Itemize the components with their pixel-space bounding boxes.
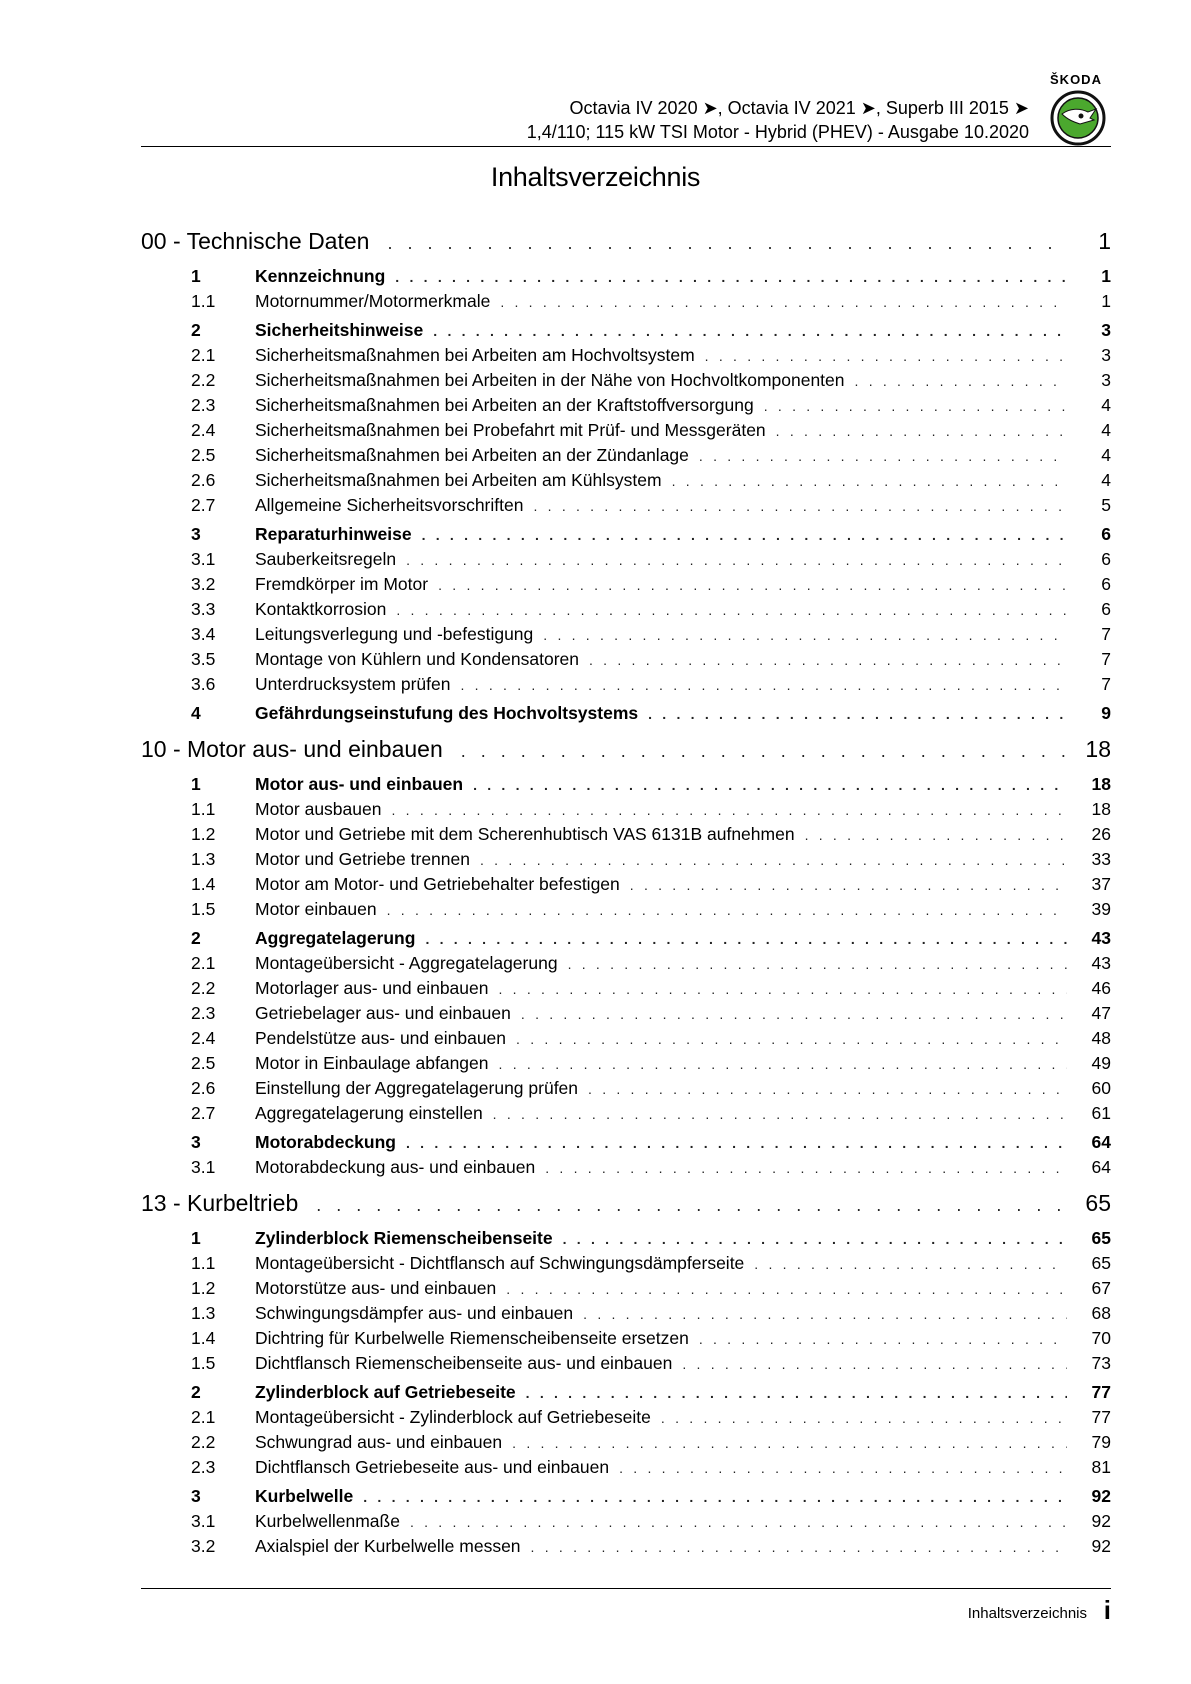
toc-entry-title: Kurbelwelle	[255, 1486, 354, 1506]
toc-section-row[interactable]	[141, 266, 1111, 291]
toc-entry-title: Motor aus- und einbauen	[255, 774, 464, 794]
toc-page-number: 5	[1101, 495, 1111, 515]
toc-page-number: 3	[1101, 345, 1111, 365]
dot-leader	[705, 348, 1067, 364]
toc-entry-title: Allgemeine Sicherheitsvorschriften	[255, 495, 524, 515]
toc-page-number: 68	[1091, 1303, 1111, 1323]
toc-page-number: 37	[1091, 874, 1111, 894]
dot-leader	[406, 552, 1067, 568]
toc-entry-title: Motor einbauen	[255, 899, 377, 919]
toc-page-number: 70	[1091, 1328, 1111, 1348]
toc-page-number: 77	[1091, 1382, 1111, 1402]
toc-entry-number: 2.1	[191, 345, 216, 365]
toc-entry-number: 1.4	[191, 1328, 216, 1348]
dot-leader	[438, 577, 1067, 593]
toc-entry-title: Dichtflansch Getriebeseite aus- und einbauen	[255, 1457, 610, 1477]
toc-entry-title: Montageübersicht - Zylinderblock auf Getriebeseite	[255, 1407, 651, 1427]
toc-entry-number: 3.1	[191, 1157, 216, 1177]
header-models: Octavia IV 2020 ➤, Octavia IV 2021 ➤, Superb III 2015 ➤	[569, 98, 1029, 118]
document-title: Inhaltsverzeichnis	[490, 162, 701, 192]
dot-leader	[395, 269, 1067, 285]
toc-sub-row[interactable]	[141, 874, 1111, 899]
toc-entry-number: 2.2	[191, 1432, 216, 1452]
skoda-logo-icon	[1050, 90, 1106, 146]
toc-page-number: 39	[1091, 899, 1111, 919]
toc-sub-row[interactable]	[141, 445, 1111, 470]
toc-sub-row[interactable]	[141, 899, 1111, 924]
footer-label: Inhaltsverzeichnis	[967, 1605, 1087, 1622]
toc-sub-row[interactable]	[141, 1103, 1111, 1128]
toc-entry-number: 1.2	[191, 824, 216, 844]
toc-sub-row[interactable]	[141, 624, 1111, 649]
toc-page-number: 47	[1091, 1003, 1111, 1023]
toc-page-number: 43	[1091, 953, 1111, 973]
toc-entry-title: Getriebelager aus- und einbauen	[255, 1003, 511, 1023]
toc-sub-row[interactable]	[141, 1407, 1111, 1432]
toc-entry-number: 3.1	[191, 549, 216, 569]
toc-page-number: 18	[1085, 736, 1111, 762]
dot-leader	[461, 677, 1068, 693]
dot-leader	[422, 527, 1067, 543]
toc-entry-title: Schwingungsdämpfer aus- und einbauen	[255, 1303, 574, 1323]
toc-entry-number: 1.1	[191, 291, 216, 311]
toc-page-number: 7	[1101, 624, 1111, 644]
brand-wordmark: ŠKODA	[1050, 72, 1102, 87]
dot-leader	[568, 956, 1067, 972]
toc-entry-title: Motor und Getriebe mit dem Scherenhubtisch VAS 6131B aufnehmen	[255, 824, 795, 844]
toc-page-number: 46	[1091, 978, 1111, 998]
dot-leader	[588, 1081, 1067, 1097]
dot-leader	[473, 777, 1067, 793]
footer-page-number: i	[1103, 1595, 1111, 1625]
toc-entry-number: 2.3	[191, 395, 216, 415]
toc-entry-title: Montageübersicht - Dichtflansch auf Schwingungsdämpferseite	[255, 1253, 745, 1273]
toc-entry-title: Motorlager aus- und einbauen	[255, 978, 489, 998]
toc-entry-title: Motor in Einbaulage abfangen	[255, 1053, 489, 1073]
toc-entry-number: 2.2	[191, 978, 216, 998]
toc-page-number: 49	[1091, 1053, 1111, 1073]
toc-entry-number: 3	[191, 1132, 201, 1152]
toc-sub-row[interactable]	[141, 370, 1111, 395]
toc-entry-title: Montageübersicht - Aggregatelagerung	[255, 953, 558, 973]
toc-page-number: 92	[1091, 1536, 1111, 1556]
toc-entry-title: Motornummer/Motormerkmale	[255, 291, 491, 311]
toc-sub-row[interactable]	[141, 1278, 1111, 1303]
toc-section-row[interactable]	[141, 524, 1111, 549]
toc-page-number: 9	[1101, 703, 1111, 723]
dot-leader	[499, 981, 1068, 997]
toc-sub-row[interactable]	[141, 1028, 1111, 1053]
toc-entry-number: 3.1	[191, 1511, 216, 1531]
toc-page-number: 4	[1101, 445, 1111, 465]
toc-sub-row[interactable]	[141, 470, 1111, 495]
toc-chapter-row[interactable]	[141, 736, 1111, 770]
toc-sub-row[interactable]	[141, 599, 1111, 624]
toc-entry-number: 1.5	[191, 899, 216, 919]
toc-entry-title: Zylinderblock auf Getriebeseite	[255, 1382, 516, 1402]
toc-sub-row[interactable]	[141, 824, 1111, 849]
toc-entry-title: Zylinderblock Riemenscheibenseite	[255, 1228, 553, 1248]
toc-entry-number: 3.2	[191, 1536, 216, 1556]
dot-leader	[699, 448, 1067, 464]
dot-leader	[387, 233, 1067, 254]
toc-page-number: 65	[1085, 1190, 1111, 1216]
toc-page-number: 1	[1101, 291, 1111, 311]
toc-sub-row[interactable]	[141, 574, 1111, 599]
toc-entry-number: 3.2	[191, 574, 216, 594]
toc-sub-row[interactable]	[141, 1328, 1111, 1353]
toc-entry-title: Kurbelwellenmaße	[255, 1511, 400, 1531]
toc-entry-number: 4	[191, 703, 201, 723]
toc-entry-number: 1	[191, 774, 201, 794]
toc-page-number: 6	[1101, 574, 1111, 594]
toc-entry-title: Motorabdeckung aus- und einbauen	[255, 1157, 536, 1177]
toc-page-number: 26	[1091, 824, 1111, 844]
toc-page-number: 3	[1101, 320, 1111, 340]
toc-entry-title: Sicherheitsmaßnahmen bei Probefahrt mit Prüf- und Messgeräten	[255, 420, 766, 440]
toc-sub-row[interactable]	[141, 1157, 1111, 1182]
dot-leader	[563, 1231, 1067, 1247]
dot-leader	[699, 1331, 1067, 1347]
toc-entry-number: 2.1	[191, 953, 216, 973]
dot-leader	[521, 1006, 1067, 1022]
toc-page-number: 79	[1091, 1432, 1111, 1452]
toc-entry-number: 2	[191, 928, 201, 948]
toc-entry-number: 3.4	[191, 624, 216, 644]
toc-page-number: 64	[1091, 1132, 1111, 1152]
toc-entry-number: 2.6	[191, 1078, 216, 1098]
toc-sub-row[interactable]	[141, 1536, 1111, 1561]
toc-entry-title: Aggregatelagerung einstellen	[255, 1103, 483, 1123]
toc-sub-row[interactable]	[141, 420, 1111, 445]
toc-page-number: 65	[1091, 1253, 1111, 1273]
toc-chapter-row[interactable]	[141, 1190, 1111, 1224]
toc-page-number: 1	[1098, 228, 1111, 254]
header-engine-edition: 1,4/110; 115 kW TSI Motor - Hybrid (PHEV) - Ausgabe 10.2020	[526, 122, 1029, 142]
toc-entry-number: 1	[191, 1228, 201, 1248]
toc-entry-title: Motorstütze aus- und einbauen	[255, 1278, 497, 1298]
toc-sub-row[interactable]	[141, 1353, 1111, 1378]
toc-entry-number: 1.4	[191, 874, 216, 894]
toc-sub-row[interactable]	[141, 395, 1111, 420]
toc-entry-number: 1.2	[191, 1278, 216, 1298]
dot-leader	[516, 1031, 1067, 1047]
toc-sub-row[interactable]	[141, 1078, 1111, 1103]
toc-entry-title: Unterdrucksystem prüfen	[255, 674, 451, 694]
toc-entry-number: 1	[191, 266, 201, 286]
toc-sub-row[interactable]	[141, 291, 1111, 316]
toc-sub-row[interactable]	[141, 649, 1111, 674]
dot-leader	[425, 931, 1067, 947]
toc-entry-number: 3	[191, 1486, 201, 1506]
toc-entry-number: 2.5	[191, 1053, 216, 1073]
dot-leader	[533, 498, 1067, 514]
dot-leader	[506, 1281, 1067, 1297]
dot-leader	[682, 1356, 1067, 1372]
dot-leader	[480, 852, 1067, 868]
toc-entry-number: 2.7	[191, 495, 216, 515]
page-header	[141, 72, 1111, 147]
dot-leader	[363, 1489, 1067, 1505]
toc-page-number: 18	[1091, 799, 1111, 819]
toc-entry-title: Sicherheitsmaßnahmen bei Arbeiten in der Nähe von Hochvoltkomponenten	[255, 370, 845, 390]
toc-page-number: 6	[1101, 524, 1111, 544]
toc-entry-title: Sicherheitsmaßnahmen bei Arbeiten am Hochvoltsystem	[255, 345, 695, 365]
dot-leader	[661, 1410, 1067, 1426]
toc-entry-number: 2	[191, 320, 201, 340]
toc-section-row[interactable]	[141, 320, 1111, 345]
toc-entry-number: 1.1	[191, 1253, 216, 1273]
toc-entry-number: 1.1	[191, 799, 216, 819]
toc-sub-row[interactable]	[141, 849, 1111, 874]
toc-section-row[interactable]	[141, 1132, 1111, 1157]
toc-entry-title: Reparaturhinweise	[255, 524, 412, 544]
toc-entry-number: 2	[191, 1382, 201, 1402]
toc-entry-title: Dichtring für Kurbelwelle Riemenscheibenseite ersetzen	[255, 1328, 689, 1348]
dot-leader	[754, 1256, 1067, 1272]
toc-entry-number: 3.3	[191, 599, 216, 619]
dot-leader	[512, 1435, 1067, 1451]
toc-sub-row[interactable]	[141, 674, 1111, 699]
toc-sub-row[interactable]	[141, 549, 1111, 574]
toc-page-number: 4	[1101, 395, 1111, 415]
toc-page-number: 7	[1101, 649, 1111, 669]
toc-sub-row[interactable]	[141, 1253, 1111, 1278]
dot-leader	[406, 1135, 1067, 1151]
toc-sub-row[interactable]	[141, 953, 1111, 978]
toc-entry-number: 3	[191, 524, 201, 544]
dot-leader	[672, 473, 1067, 489]
toc-entry-title: Einstellung der Aggregatelagerung prüfen	[255, 1078, 579, 1098]
toc-entry-number: 2.5	[191, 445, 216, 465]
toc-chapter-title: 10 - Motor aus- und einbauen	[141, 736, 443, 762]
toc-entry-title: Sicherheitsmaßnahmen bei Arbeiten an der Zündanlage	[255, 445, 689, 465]
dot-leader	[776, 423, 1067, 439]
toc-page-number: 73	[1091, 1353, 1111, 1373]
toc-entry-title: Montage von Kühlern und Kondensatoren	[255, 649, 579, 669]
toc-section-row[interactable]	[141, 1486, 1111, 1511]
toc-sub-row[interactable]	[141, 495, 1111, 520]
toc-sub-row[interactable]	[141, 799, 1111, 824]
toc-sub-row[interactable]	[141, 1303, 1111, 1328]
toc-section-row[interactable]	[141, 1228, 1111, 1253]
dot-leader	[583, 1306, 1067, 1322]
dot-leader	[396, 602, 1067, 618]
toc-page-number: 61	[1091, 1103, 1111, 1123]
dot-leader	[805, 827, 1067, 843]
toc-entry-title: Schwungrad aus- und einbauen	[255, 1432, 503, 1452]
toc-page-number: 60	[1091, 1078, 1111, 1098]
dot-leader	[493, 1106, 1067, 1122]
toc-chapter-title: 00 - Technische Daten	[141, 228, 370, 254]
toc-entry-title: Fremdkörper im Motor	[255, 574, 429, 594]
toc-page-number: 65	[1091, 1228, 1111, 1248]
toc-entry-title: Dichtflansch Riemenscheibenseite aus- und einbauen	[255, 1353, 673, 1373]
toc-page-number: 7	[1101, 674, 1111, 694]
toc-chapter-row[interactable]	[141, 228, 1111, 262]
toc-entry-number: 2.3	[191, 1003, 216, 1023]
table-of-contents	[141, 228, 1111, 1561]
page-footer	[141, 1588, 1111, 1625]
dot-leader	[461, 741, 1067, 762]
toc-page-number: 92	[1091, 1511, 1111, 1531]
toc-entry-number: 1.3	[191, 1303, 216, 1323]
toc-page-number: 43	[1091, 928, 1111, 948]
dot-leader	[433, 323, 1067, 339]
toc-section-row[interactable]	[141, 1382, 1111, 1407]
toc-page-number: 48	[1091, 1028, 1111, 1048]
toc-page-number: 6	[1101, 599, 1111, 619]
toc-entry-title: Sicherheitsmaßnahmen bei Arbeiten am Kühlsystem	[255, 470, 662, 490]
toc-entry-number: 2.1	[191, 1407, 216, 1427]
toc-section-row[interactable]	[141, 774, 1111, 799]
toc-entry-title: Sicherheitsmaßnahmen bei Arbeiten an der Kraftstoffversorgung	[255, 395, 754, 415]
toc-page-number: 92	[1091, 1486, 1111, 1506]
toc-entry-number: 3.6	[191, 674, 216, 694]
toc-entry-title: Aggregatelagerung	[255, 928, 416, 948]
toc-page-number: 3	[1101, 370, 1111, 390]
toc-page-number: 33	[1091, 849, 1111, 869]
toc-chapter-title: 13 - Kurbeltrieb	[141, 1190, 299, 1216]
toc-entry-title: Sauberkeitsregeln	[255, 549, 397, 569]
toc-entry-title: Axialspiel der Kurbelwelle messen	[255, 1536, 521, 1556]
toc-sub-row[interactable]	[141, 1511, 1111, 1536]
toc-page-number: 67	[1091, 1278, 1111, 1298]
toc-entry-title: Leitungsverlegung und -befestigung	[255, 624, 534, 644]
dot-leader	[764, 398, 1067, 414]
toc-page-number: 81	[1091, 1457, 1111, 1477]
toc-section-row[interactable]	[141, 928, 1111, 953]
dot-leader	[545, 1160, 1067, 1176]
dot-leader	[500, 294, 1067, 310]
toc-page-number: 4	[1101, 420, 1111, 440]
dot-leader	[855, 373, 1067, 389]
dot-leader	[526, 1385, 1067, 1401]
toc-sub-row[interactable]	[141, 345, 1111, 370]
toc-entry-title: Kontaktkorrosion	[255, 599, 387, 619]
toc-page-number: 64	[1091, 1157, 1111, 1177]
dot-leader	[499, 1056, 1067, 1072]
toc-sub-row[interactable]	[141, 1053, 1111, 1078]
dot-leader	[589, 652, 1067, 668]
toc-sub-row[interactable]	[141, 1003, 1111, 1028]
toc-entry-number: 3.5	[191, 649, 216, 669]
toc-sub-row[interactable]	[141, 1432, 1111, 1457]
dot-leader	[619, 1460, 1067, 1476]
toc-entry-title: Motorabdeckung	[255, 1132, 396, 1152]
toc-entry-number: 2.4	[191, 1028, 216, 1048]
toc-page-number: 6	[1101, 549, 1111, 569]
toc-entry-title: Motor und Getriebe trennen	[255, 849, 470, 869]
dot-leader	[543, 627, 1067, 643]
toc-entry-title: Motor am Motor- und Getriebehalter befestigen	[255, 874, 620, 894]
toc-sub-row[interactable]	[141, 978, 1111, 1003]
toc-entry-title: Kennzeichnung	[255, 266, 386, 286]
toc-entry-number: 2.6	[191, 470, 216, 490]
toc-page-number: 4	[1101, 470, 1111, 490]
toc-entry-number: 2.7	[191, 1103, 216, 1123]
toc-entry-title: Motor ausbauen	[255, 799, 382, 819]
dot-leader	[648, 706, 1067, 722]
toc-entry-title: Pendelstütze aus- und einbauen	[255, 1028, 507, 1048]
toc-entry-number: 1.5	[191, 1353, 216, 1373]
toc-entry-title: Sicherheitshinweise	[255, 320, 424, 340]
toc-entry-number: 2.2	[191, 370, 216, 390]
toc-page-number: 18	[1091, 774, 1111, 794]
dot-leader	[630, 877, 1067, 893]
toc-sub-row[interactable]	[141, 1457, 1111, 1482]
toc-section-row[interactable]	[141, 703, 1111, 728]
toc-entry-number: 2.3	[191, 1457, 216, 1477]
toc-entry-title: Gefährdungseinstufung des Hochvoltsystems	[255, 703, 639, 723]
dot-leader	[531, 1539, 1067, 1555]
toc-entry-number: 2.4	[191, 420, 216, 440]
dot-leader	[316, 1195, 1067, 1216]
toc-page-number: 1	[1101, 266, 1111, 286]
dot-leader	[410, 1514, 1067, 1530]
dot-leader	[387, 902, 1067, 918]
dot-leader	[391, 802, 1067, 818]
toc-entry-number: 1.3	[191, 849, 216, 869]
toc-page-number: 77	[1091, 1407, 1111, 1427]
